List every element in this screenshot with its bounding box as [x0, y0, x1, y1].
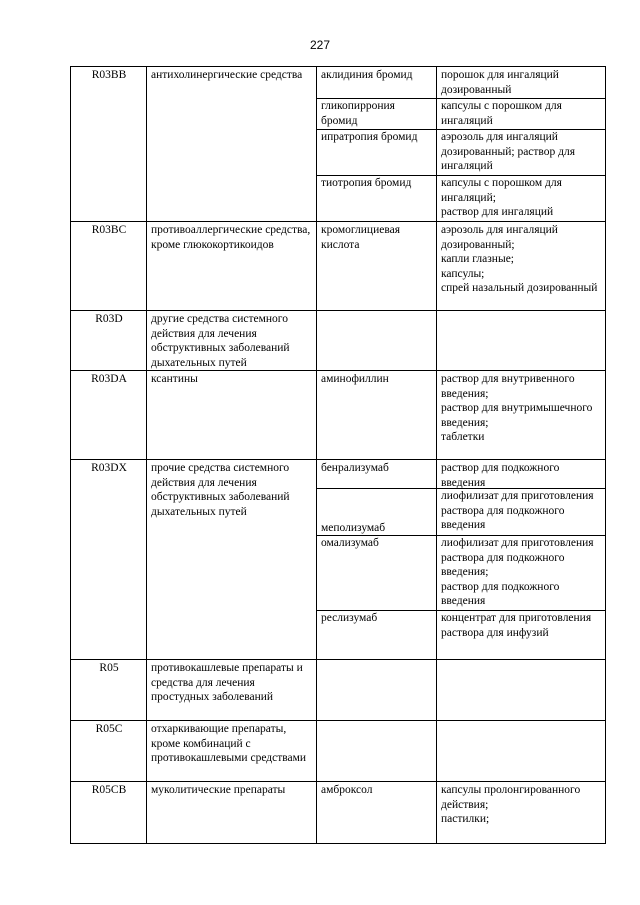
table-row: [71, 460, 606, 660]
drug-name-cell: [317, 371, 437, 460]
drug-name-cell: [317, 721, 437, 782]
table-row: [71, 782, 606, 844]
drug-name: [321, 312, 433, 369]
drug-classification-table: [70, 66, 606, 844]
dosage-form: капсулы с порошком для ингаляций: [437, 98, 605, 129]
dosage-form: [441, 312, 602, 369]
drug-name: гликопиррония бромид: [317, 98, 436, 129]
drug-name: кромоглициевая кислота: [321, 224, 401, 251]
anatomical-therapeutic-group-cell: другие средства системного действия для лечения обструктивных заболеваний дыхательных путей: [147, 311, 317, 371]
atc-code-cell: R03DA: [71, 371, 147, 460]
drug-name: меполизумаб: [317, 488, 436, 535]
drug-name-cell: [317, 660, 437, 721]
dosage-form: раствор для внутривенного введения; раствор для внутримышечного введения; таблетки: [441, 373, 593, 443]
table-row: [71, 222, 606, 311]
dosage-form: порошок для ингаляций дозированный: [441, 69, 559, 96]
drug-name: амброксол: [321, 784, 373, 796]
dosage-form-cell: [437, 222, 606, 311]
atc-code-cell: R03BC: [71, 222, 147, 311]
table-row: [71, 311, 606, 371]
drug-name: ипратропия бромид: [317, 129, 436, 175]
table-row: [71, 660, 606, 721]
table-row: [71, 721, 606, 782]
anatomical-therapeutic-group-cell: отхаркивающие препараты, кроме комбинаций с противокашлевыми средствами: [147, 721, 317, 782]
dosage-form: аэрозоль для ингаляций дозированный; капли глазные; капсулы; спрей назальный дозированный: [441, 224, 598, 294]
dosage-form: раствор для подкожного введения: [441, 462, 560, 489]
anatomical-therapeutic-group-cell: ксантины: [147, 371, 317, 460]
dosage-form-cell: [437, 660, 606, 721]
table-row: [71, 371, 606, 460]
anatomical-therapeutic-group-cell: муколитические препараты: [147, 782, 317, 844]
drug-name: тиотропия бромид: [317, 175, 436, 221]
dosage-form: лиофилизат для приготовления раствора для подкожного введения; раствор для подкожного введения: [437, 535, 605, 610]
drug-name: реслизумаб: [317, 610, 436, 659]
drug-name-cell: [317, 67, 437, 222]
dosage-form-cell: [437, 371, 606, 460]
dosage-form: капсулы пролонгированного действия; пастилки;: [441, 784, 581, 825]
drug-name: аклидиния бромид: [321, 69, 413, 81]
atc-code-cell: R05: [71, 660, 147, 721]
atc-code-cell: R03DX: [71, 460, 147, 660]
dosage-form: [441, 661, 602, 720]
atc-code-cell: R05C: [71, 721, 147, 782]
drug-name: бенрализумаб: [321, 462, 389, 474]
anatomical-therapeutic-group-cell: антихолинергические средства: [147, 67, 317, 222]
drug-name-cell: [317, 311, 437, 371]
drug-name-cell: [317, 782, 437, 844]
anatomical-therapeutic-group-cell: противокашлевые препараты и средства для лечения простудных заболеваний: [147, 660, 317, 721]
page-number: 227: [309, 38, 331, 52]
atc-code-cell: R03D: [71, 311, 147, 371]
dosage-form: лиофилизат для приготовления раствора для подкожного введения: [437, 488, 605, 535]
atc-code-cell: R03BB: [71, 67, 147, 222]
dosage-form: аэрозоль для ингаляций дозированный; раствор для ингаляций: [437, 129, 605, 175]
atc-code-cell: R05CB: [71, 782, 147, 844]
anatomical-therapeutic-group-cell: противоаллергические средства, кроме глюкокортикоидов: [147, 222, 317, 311]
drug-name-cell: [317, 460, 437, 660]
drug-name: [321, 722, 433, 781]
drug-name: омализумаб: [317, 535, 436, 610]
drug-name-cell: [317, 222, 437, 311]
dosage-form-cell: [437, 782, 606, 844]
dosage-form-cell: [437, 460, 606, 660]
drug-name: [321, 661, 433, 720]
dosage-form-cell: [437, 311, 606, 371]
drug-name: аминофиллин: [321, 373, 389, 385]
dosage-form-cell: [437, 721, 606, 782]
table-body: [71, 67, 606, 844]
dosage-form: концентрат для приготовления раствора для инфузий: [437, 610, 605, 659]
anatomical-therapeutic-group-cell: прочие средства системного действия для лечения обструктивных заболеваний дыхательных путей: [147, 460, 317, 660]
dosage-form-cell: [437, 67, 606, 222]
dosage-form: [441, 722, 602, 781]
dosage-form: капсулы с порошком для ингаляций; раствор для ингаляций: [437, 175, 605, 221]
table-row: [71, 67, 606, 222]
